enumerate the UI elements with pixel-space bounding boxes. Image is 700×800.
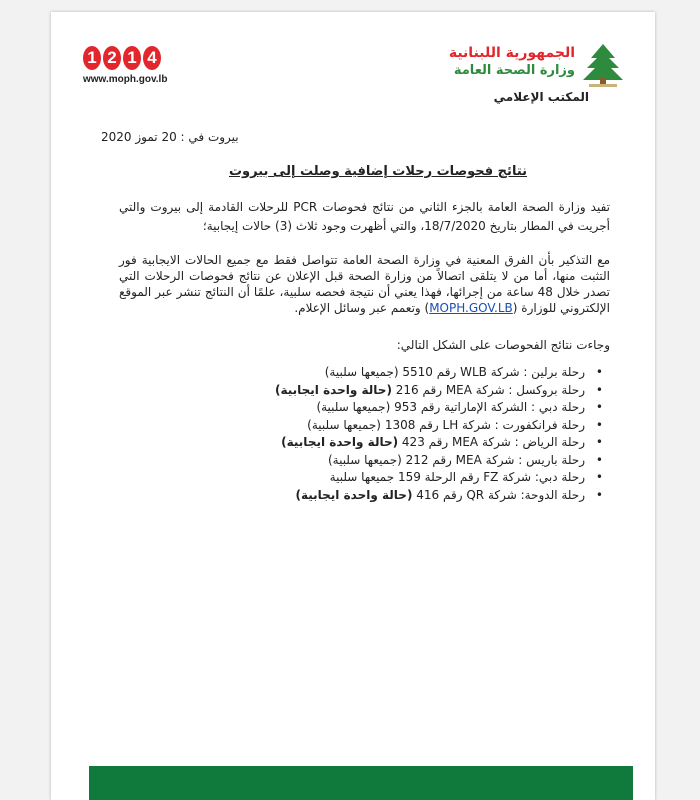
flight-results-list [151, 364, 605, 504]
paragraph-reminder [119, 252, 610, 316]
list-item [151, 469, 585, 487]
hotline-number [83, 46, 203, 70]
document-page [51, 12, 655, 800]
list-item [151, 452, 585, 470]
republic-name: الجمهورية اللبنانية [448, 45, 575, 61]
flight-result-text: رحلة دبي : الشركة الإماراتية رقم 953 (جميعها سلبية) [316, 400, 585, 414]
flight-result-text: رحلة دبي: شركة FZ رقم الرحلة 159 جميعها سلبية [329, 470, 585, 484]
media-office-label: المكتب الإعلامي [493, 90, 589, 104]
document-date: بيروت في : 20 تموز 2020 [101, 130, 239, 144]
ministry-name [425, 44, 575, 80]
hotline-digit: 1 [123, 46, 141, 70]
document-title: نتائج فحوصات رحلات إضافية وصلت إلى بيروت [228, 164, 528, 179]
flight-result-text: رحلة باريس : شركة MEA رقم 212 (جميعها سلبية) [327, 452, 585, 467]
list-item [151, 417, 585, 435]
footer-band [89, 766, 633, 800]
list-item [151, 382, 585, 400]
flight-result-text: رحلة الرياض : شركة MEA رقم 423 [398, 435, 585, 449]
results-intro: وجاءت نتائج الفحوصات على الشكل التالي: [396, 338, 610, 352]
positive-label: (حالة واحدة ايجابية) [281, 435, 399, 449]
flight-result-text: رحلة بروكسل : شركة MEA رقم 216 [391, 382, 585, 397]
paragraph-reminder-text-end: ) وتعمم عبر وسائل الإعلام. [294, 301, 430, 315]
hotline-block [83, 46, 203, 85]
website-url: www.moph.gov.lb [83, 74, 168, 85]
ministry-logo-block [425, 40, 625, 110]
hotline-digit: 4 [143, 46, 161, 70]
paragraph-intro: تفيد وزارة الصحة العامة بالجزء الثاني من نتائج فحوصات PCR للرحلات القادمة إلى بيروت والتي أجريت في المطار بتاريخ 18/7/2020، والتي أظهرت وجود ثلاث (3) حالات إيجابية؛ [119, 200, 610, 233]
hotline-digit: 1 [83, 46, 101, 70]
list-item [151, 434, 585, 452]
cedar-icon [581, 42, 625, 88]
paragraph-reminder-text: مع التذكير بأن الفرق المعنية في وزارة الصحة العامة تتواصل فقط مع جميع الحالات الايجابية فور التثبت منها، أما من لا يتلقى اتصالاً من وزارة الصحة قبل الإعلان عن نتائج فحوصات الرحلات التي تصدر خلال 48 ساعة من إجرائها، فهذا يعني أن نتيجة فحصه سلبية، علمًا أن النتائج تنشر عبر الموقع الإلكتروني للوزارة ( [119, 253, 611, 315]
list-item [151, 487, 585, 505]
ministry-title: وزارة الصحة العامة [453, 63, 575, 78]
list-item [151, 399, 585, 417]
flight-result-text: رحلة برلين : شركة WLB رقم 5510 (جميعها سلبية) [324, 365, 585, 379]
positive-label: (حالة واحدة ايجابية) [274, 382, 392, 397]
ministry-website-link[interactable]: MOPH.GOV.LB [429, 301, 513, 315]
flight-result-text: رحلة الدوحة: شركة QR رقم 416 [412, 487, 585, 502]
positive-label: (حالة واحدة ايجابية) [295, 487, 413, 502]
flight-result-text: رحلة فرانكفورت : شركة LH رقم 1308 (جميعها سلبية) [307, 417, 585, 432]
hotline-digit: 2 [103, 46, 121, 70]
list-item [151, 364, 585, 382]
